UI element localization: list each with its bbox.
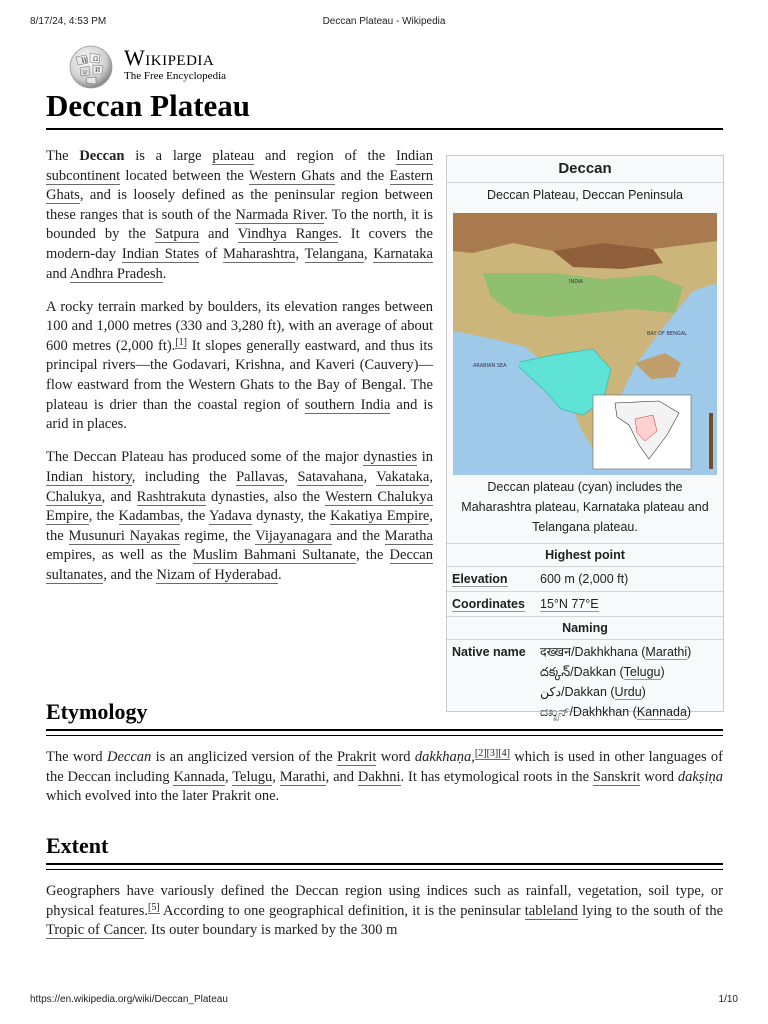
link-southern-india[interactable]: southern India	[304, 396, 391, 413]
wordmark-tagline: The Free Encyclopedia	[124, 70, 227, 82]
native-name-item: دکن/Dakkan (Urdu)	[540, 685, 646, 699]
link-yadava[interactable]: Yadava	[209, 508, 252, 525]
link-vindhya-ranges[interactable]: Vindhya Ranges	[237, 226, 339, 243]
link-musunuri-nayakas[interactable]: Musunuri Nayakas	[68, 527, 180, 544]
print-page-number: 1/10	[718, 994, 738, 1005]
print-datetime: 8/17/24, 4:53 PM	[30, 16, 107, 27]
link-kannada[interactable]: Kannada	[636, 705, 687, 719]
map-label-country: INDIA	[569, 279, 583, 285]
lead-paragraph-2: A rocky terrain marked by boulders, its elevation ranges between 100 and 1,000 metres (330 and 3,280 ft), with an average of about 600 metres (2,000 ft).[1] It slopes generally eastward, and thus its principal rivers—the Godavari, Krishna, and Kaveri (Cauvery)—flow eastward from the Western Ghats to the Bay of Bengal. The plateau is drier than the coastal region of southern India and is arid in places.	[46, 298, 434, 433]
link-andhra-pradesh[interactable]: Andhra Pradesh	[69, 265, 163, 282]
link-indian-states[interactable]: Indian States	[121, 245, 200, 262]
link-chalukya[interactable]: Chalukya	[46, 488, 102, 505]
link-prakrit[interactable]: Prakrit	[336, 749, 377, 765]
link-coordinates[interactable]: Coordinates	[452, 597, 525, 611]
infobox-title: Deccan	[558, 160, 612, 177]
link-kannada-lang[interactable]: Kannada	[173, 768, 225, 785]
coordinates-link[interactable]: 15°N 77°E	[540, 597, 599, 611]
native-name-label: Native name	[452, 645, 526, 659]
etymology-paragraph: The word Deccan is an anglicized version of the Prakrit word dakkhaṇa,[2][3][4] which is used in other languages of the Deccan including Kannada, Telugu, Marathi, and Dakhni. It has etymological roots in the Sanskrit word dakṣiṇa which evolved into the later Prakrit one.	[46, 748, 723, 805]
link-dynasties[interactable]: dynasties	[363, 449, 418, 466]
link-karnataka[interactable]: Karnataka	[373, 245, 433, 262]
link-telugu-lang[interactable]: Telugu	[232, 768, 273, 785]
section-extent	[46, 831, 723, 941]
section-divider	[46, 729, 723, 736]
section-etymology	[46, 697, 723, 807]
reference-link[interactable]: [5]	[148, 901, 160, 913]
link-western-chalukya-empire[interactable]: Western Chalukya Empire	[46, 488, 434, 525]
link-nizam-of-hyderabad[interactable]: Nizam of Hyderabad	[156, 566, 278, 583]
link-indian-subcontinent[interactable]: Indian subcontinent	[46, 148, 433, 184]
reference-link[interactable]: [4]	[498, 748, 510, 759]
link-rashtrakuta[interactable]: Rashtrakuta	[136, 488, 206, 505]
reference-link[interactable]: [1]	[175, 336, 187, 348]
map-label-sea: ARABIAN SEA	[473, 363, 507, 369]
lead-paragraph-3: The Deccan Plateau has produced some of the major dynasties in Indian history, including the Pallavas, Satavahana, Vakataka, Chalukya, and Rashtrakuta dynasties, also the Western Chalukya Empire, the Kadambas, the Yadava dynasty, the Kakatiya Empire, the Musunuri Nayakas regime, the Vijayanagara and the Maratha empires, as well as the Muslim Bahmani Sultanate, the Deccan sultanates, and the Nizam of Hyderabad.	[46, 449, 434, 583]
extent-paragraph: Geographers have variously defined the Deccan region using indices such as rainfall, vegetation, soil type, or physical features.[5] According to one geographical definition, it is the peninsular tableland lying to the south of the Tropic of Cancer. Its outer boundary is marked by the 300 m	[46, 883, 723, 939]
reference-link[interactable]: [3]	[486, 748, 499, 759]
link-tropic-of-cancer[interactable]: Tropic of Cancer	[46, 922, 144, 939]
link-kakatiya-empire[interactable]: Kakatiya Empire	[330, 508, 430, 525]
heading-etymology: Etymology	[46, 699, 148, 724]
link-deccan-sultanates[interactable]: Deccan sultanates	[46, 547, 433, 583]
native-name-item: దక్కన్/Dakkan (Telugu)	[540, 665, 665, 679]
link-maharashtra[interactable]: Maharashtra	[223, 245, 296, 262]
infobox-section-highest-point: Highest point	[447, 543, 723, 566]
page-title: Deccan Plateau	[46, 88, 251, 123]
link-pallavas[interactable]: Pallavas	[236, 468, 285, 485]
wikipedia-globe-icon[interactable]	[66, 43, 116, 89]
link-telangana[interactable]: Telangana	[304, 245, 364, 262]
article-lead	[46, 147, 433, 599]
native-name-item: ದಖ್ಖನ್/Dakhkhan (Kannada)	[540, 705, 692, 719]
reference-link[interactable]: [2]	[474, 748, 487, 759]
link-urdu[interactable]: Urdu	[614, 685, 642, 699]
link-marathi[interactable]: Marathi	[645, 645, 688, 659]
svg-text:W: W	[81, 57, 89, 65]
print-footer	[0, 994, 768, 1010]
link-eastern-ghats[interactable]: Eastern Ghats	[46, 167, 433, 204]
link-tableland[interactable]: tableland	[524, 902, 578, 919]
elevation-value: 600 m (2,000 ft)	[540, 572, 629, 586]
infobox	[446, 155, 724, 719]
link-western-ghats[interactable]: Western Ghats	[248, 167, 336, 184]
link-satpura[interactable]: Satpura	[154, 226, 200, 243]
bold-term: Deccan	[79, 148, 125, 164]
link-telugu[interactable]: Telugu	[623, 665, 661, 679]
section-divider	[46, 863, 723, 870]
link-dakhni[interactable]: Dakhni	[357, 768, 401, 785]
heading-extent: Extent	[46, 833, 109, 858]
infobox-caption: Deccan plateau (cyan) includes the Maharashtra plateau, Karnataka plateau and Telangana plateau.	[461, 480, 709, 534]
svg-text:И: И	[95, 67, 101, 74]
svg-text:Ω: Ω	[93, 56, 98, 63]
print-header	[0, 16, 768, 32]
link-marathi-lang[interactable]: Marathi	[279, 768, 326, 785]
link-vijayanagara[interactable]: Vijayanagara	[255, 527, 332, 544]
infobox-section-naming: Naming	[447, 616, 723, 639]
infobox-subtitle: Deccan Plateau, Deccan Peninsula	[447, 182, 723, 207]
link-maratha[interactable]: Maratha	[384, 527, 433, 544]
native-name-item: दख्खन/Dakhkhana (Marathi)	[540, 645, 692, 659]
infobox-row-elevation	[447, 566, 723, 591]
infobox-row-coordinates	[447, 591, 723, 616]
wordmark-text: Wikipedia	[124, 45, 215, 70]
link-indian-history[interactable]: Indian history	[46, 468, 132, 485]
title-divider	[46, 128, 723, 130]
link-kadambas[interactable]: Kadambas	[118, 508, 180, 525]
link-elevation[interactable]: Elevation	[452, 572, 508, 586]
link-narmada-river[interactable]: Narmada River	[235, 206, 325, 223]
link-satavahana[interactable]: Satavahana	[297, 468, 364, 485]
print-title: Deccan Plateau - Wikipedia	[322, 16, 446, 27]
wikipedia-wordmark[interactable]	[124, 46, 226, 82]
deccan-map-image[interactable]	[453, 213, 717, 475]
link-plateau[interactable]: plateau	[212, 148, 255, 164]
svg-text:ש: ש	[83, 69, 88, 76]
link-muslim-bahmani-sultanate[interactable]: Muslim Bahmani Sultanate	[192, 547, 357, 564]
lead-paragraph-1: The Deccan is a large plateau and region of the Indian subcontinent located between the Western Ghats and the Eastern Ghats, and is loosely defined as the peninsular region between these ranges that is south of the Narmada River. To the north, it is bounded by the Satpura and Vindhya Ranges. It covers the modern-day Indian States of Maharashtra, Telangana, Karnataka and Andhra Pradesh.	[46, 148, 433, 282]
link-vakataka[interactable]: Vakataka	[376, 468, 430, 485]
print-url: https://en.wikipedia.org/wiki/Deccan_Plateau	[30, 994, 228, 1005]
link-sanskrit[interactable]: Sanskrit	[592, 768, 641, 785]
map-label-bay: BAY OF BENGAL	[647, 331, 687, 337]
